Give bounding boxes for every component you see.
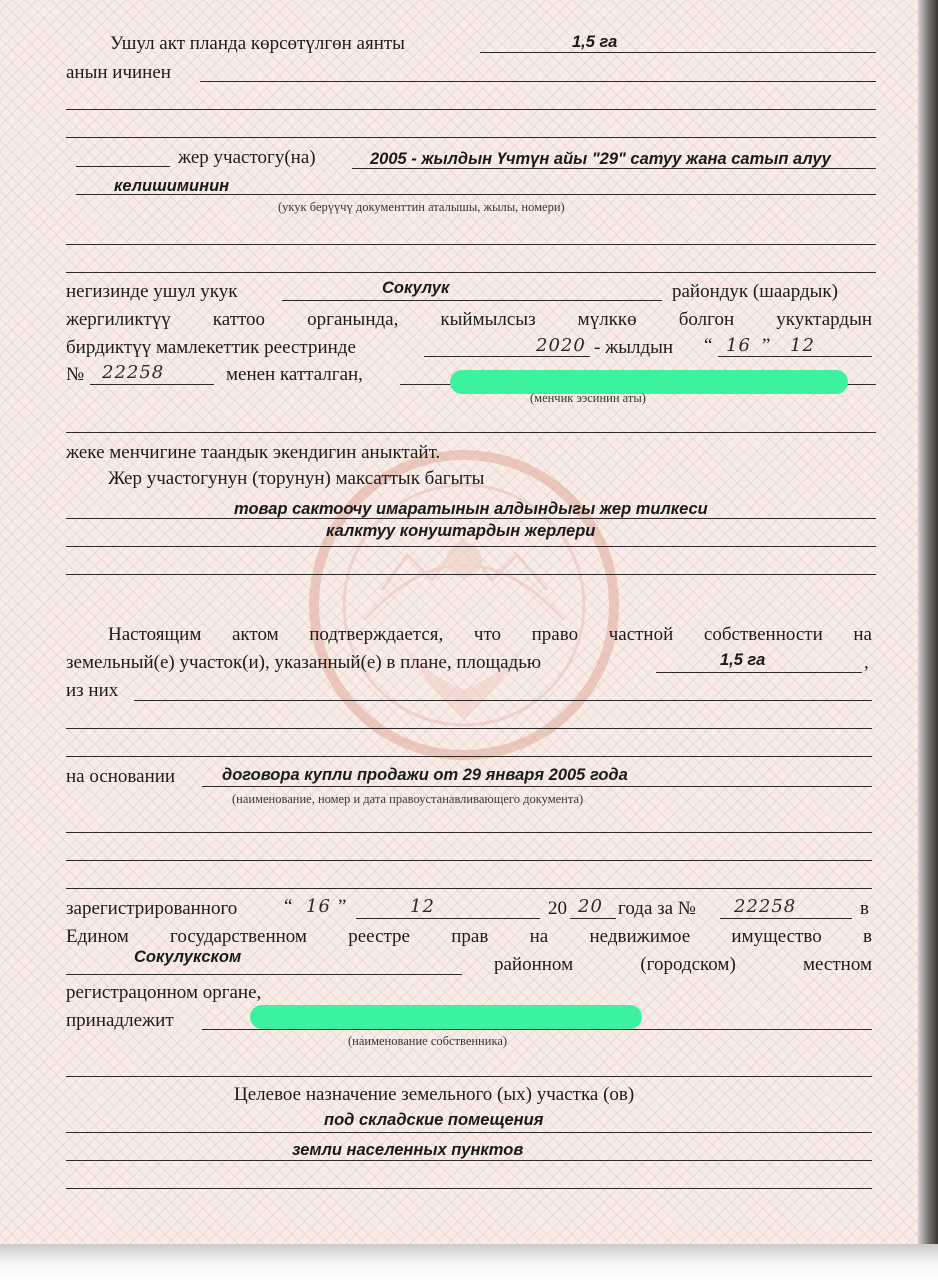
kg-close-quote: ” [762,335,771,356]
kg-reg-number: 22258 [102,362,165,383]
kg-blank-line [66,272,876,273]
ru-area-underline [656,672,862,673]
ru-blank-line [66,1188,872,1189]
kg-year-word: - жылдын [594,337,674,358]
kg-district-underline [282,300,662,301]
ru-reg-month: 12 [410,896,435,917]
kg-purpose-2: калктуу конуштардын жерлери [326,522,596,540]
ru-blank-line [66,1076,872,1077]
ru-blank-line [66,728,872,729]
kg-area-underline [480,52,876,53]
kg-basis-label: негизинде ушул укук [66,281,238,302]
ru-basis-underline [202,786,872,787]
ru-blank-line [66,888,872,889]
kg-district-suffix: райондук (шаардык) [672,281,838,302]
kg-district-value: Сокулук [382,279,450,297]
kg-of-which-underline [200,81,876,82]
ru-blank-line [66,832,872,833]
ru-confirm-line-2: земельный(е) участок(и), указанный(е) в плане, площадью [66,652,542,673]
owner-name-redaction [450,370,848,394]
ru-open-quote: “ [284,896,293,917]
kg-doc-name: 2005 - жылдын Үчтүн айы "29" сатуу жана сатып алуу [370,150,831,168]
ru-year-underline [570,918,616,919]
kg-blank-line [66,137,876,138]
page-bottom-shadow [0,1244,938,1280]
ru-owner-caption: (наименование собственника) [348,1034,508,1048]
kg-doc-caption: (укук берүүчү документтин аталышы, жылы, номери) [278,200,565,214]
kg-parcel-label: жер участогу(на) [178,147,316,168]
kg-doc-name-cont: келишиминин [114,177,230,195]
ru-of-which-label: из них [66,680,119,701]
kg-owner-caption: (менчик ээсинин аты) [530,391,646,405]
kg-open-quote: “ [704,335,713,356]
ru-belongs-label: принадлежит [66,1010,174,1031]
kg-reg-month: 12 [790,335,815,356]
ru-reg-number: 22258 [734,896,797,917]
ru-close-quote: ” [338,896,347,917]
ru-date-underline [356,918,540,919]
ru-registered-label: зарегистрированного [66,898,238,919]
kg-purpose-underline-2 [66,546,876,547]
ru-district-underline [66,974,462,975]
ru-registry-line: Едином государственном реестре прав на недвижимое имущество в [66,926,872,947]
kg-number-sign: № [66,364,85,385]
kg-registered-label: менен катталган, [226,364,363,385]
ru-district-suffix: районном (городском) местном [494,954,872,975]
kg-doc-underline-2 [76,194,876,195]
kg-purpose-1: товар сактоочу имаратынын алдындыгы жер тилкеси [234,500,708,518]
kg-registry-line-2: бирдиктүү мамлекеттик реестринде [66,337,356,358]
kg-reg-day: 16 [726,335,751,356]
ru-year-prefix: 20 [548,898,567,919]
kg-date-underline [718,356,872,357]
ru-organ-line: регистрацонном органе, [66,982,262,1003]
kg-blank-line [66,432,876,433]
kg-blank-line [66,244,876,245]
ru-area-value: 1,5 га [720,651,766,669]
ru-basis-label: на основании [66,766,176,787]
ru-purpose-label: Целевое назначение земельного (ых) участка (ов) [234,1084,635,1105]
ru-basis-caption: (наименование, номер и дата правоустанавливающего документа) [232,792,584,806]
ru-of-which-underline [134,700,872,701]
ru-district-value: Сокулукском [134,948,242,966]
kg-blank-line [66,109,876,110]
kg-purpose-label: Жер участогунун (торунун) максаттык багыты [108,468,485,489]
ru-year-word: года за № [618,898,696,919]
ru-basis-value: договора купли продажи от 29 января 2005 года [222,766,628,784]
ru-reg-number-underline [720,918,852,919]
ru-blank-line [66,756,872,757]
kg-area-value: 1,5 га [572,33,618,51]
kg-ownership-line: жеке менчигине таандык экендигин аныктайт. [66,442,441,463]
kg-registry-line-1: жергиликтүү каттоо органында, кыймылсыз мүлккө болгон укуктардын [66,309,872,330]
kg-parcel-prefix-line [76,166,170,167]
ru-purpose-underline-2 [66,1160,872,1161]
kg-of-which-label: анын ичинен [66,62,171,83]
kg-reg-year: 2020 [536,335,586,356]
ru-purpose-1: под складские помещения [324,1111,544,1129]
ru-reg-day: 16 [306,896,331,917]
ru-confirm-line-1: Настоящим актом подтверждается, что право частной собственности на [108,624,872,645]
ru-area-comma: , [864,652,869,673]
owner-name-redaction [250,1005,642,1029]
ru-in-word: в [860,898,869,919]
ru-owner-underline [202,1029,872,1030]
ru-blank-line [66,860,872,861]
kg-reg-number-underline [90,384,214,385]
kg-reg-year-underline [424,356,590,357]
page-edge-shadow [918,0,938,1252]
ru-purpose-2: земли населенных пунктов [292,1141,524,1159]
ru-purpose-underline [66,1132,872,1133]
kg-area-label: Ушул акт планда көрсөтүлгөн аянты [110,33,405,54]
ru-year-suffix: 20 [578,896,603,917]
kg-blank-line [66,574,876,575]
